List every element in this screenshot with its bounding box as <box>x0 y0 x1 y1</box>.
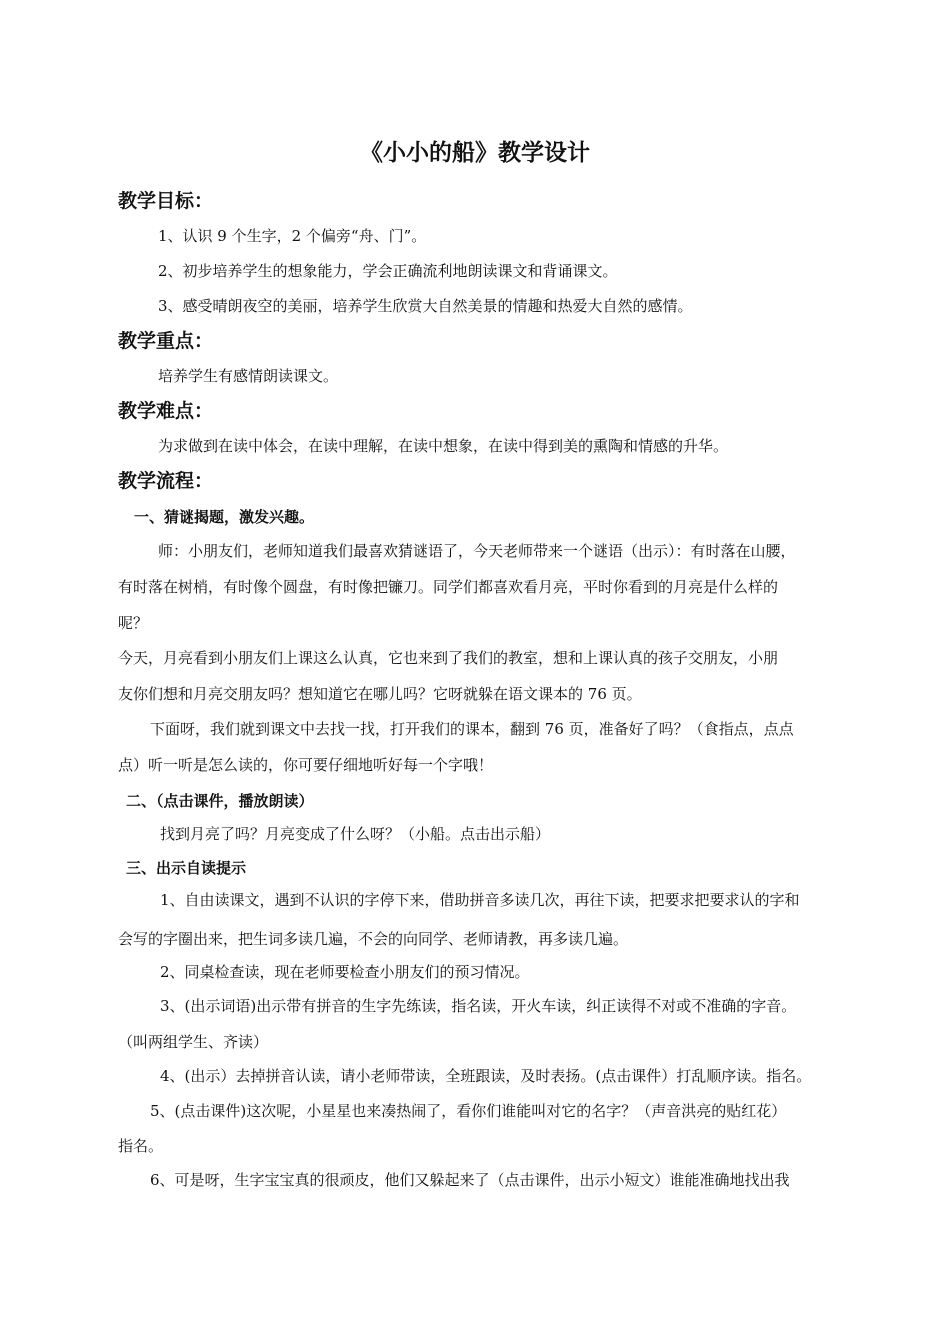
section1-line: 友你们想和月亮交朋友吗？想知道它在哪儿吗？它呀就躲在语文课本的 76 页。 <box>118 685 642 703</box>
section3-line: 6、可是呀，生字宝宝真的很顽皮，他们又躲起来了（点击课件，出示小短文）谁能准确地找出我 <box>150 1171 790 1189</box>
process-heading: 教学流程： <box>118 470 214 492</box>
section1-line: 有时落在树梢，有时像个圆盘，有时像把镰刀。同学们都喜欢看月亮，平时你看到的月亮是什么样的 <box>118 578 779 596</box>
objective-item: 3、感受晴朗夜空的美丽，培养学生欣赏大自然美景的情趣和热爱大自然的感情。 <box>158 297 693 315</box>
section3-line: 2、同桌检查读，现在老师要检查小朋友们的预习情况。 <box>160 963 530 981</box>
section2-line: 找到月亮了吗？月亮变成了什么呀？（小船。点击出示船） <box>160 825 551 843</box>
section1-line: 师：小朋友们，老师知道我们最喜欢猜谜语了，今天老师带来一个谜语（出示）：有时落在山腰， <box>158 542 796 560</box>
difficulties-text: 为求做到在读中体会，在读中理解，在读中想象，在读中得到美的熏陶和情感的升华。 <box>158 437 729 455</box>
section3-line: 5、(点击课件)这次呢，小星星也来凑热闹了，看你们谁能叫对它的名字？（声音洪亮的贴红花） <box>150 1102 787 1120</box>
section1-title: 一、猜谜揭题，激发兴趣。 <box>134 508 315 526</box>
section3-line: 3、(出示词语)出示带有拼音的生字先练读，指名读，开火车读，纠正读得不对或不准确的字音。 <box>160 997 797 1015</box>
objective-item: 1、认识 9 个生字，2 个偏旁“舟、门”。 <box>158 227 427 245</box>
document-title: 《小小的船》教学设计 <box>360 139 590 166</box>
key-points-heading: 教学重点： <box>118 330 214 352</box>
section3-line: 会写的字圈出来，把生词多读几遍，不会的向同学、老师请教，再多读几遍。 <box>118 930 629 948</box>
section1-line: 今天，月亮看到小朋友们上课这么认真，它也来到了我们的教室，想和上课认真的孩子交朋友，小朋 <box>118 649 779 667</box>
section2-title: 二、（点击课件，播放朗读） <box>126 792 314 810</box>
difficulties-heading: 教学难点： <box>118 400 214 422</box>
objective-item: 2、初步培养学生的想象能力，学会正确流利地朗读课文和背诵课文。 <box>158 262 618 280</box>
objectives-heading: 教学目标： <box>118 190 214 212</box>
section3-line: 指名。 <box>118 1137 164 1155</box>
section3-line: 1、自由读课文，遇到不认识的字停下来，借助拼音多读几次，再往下读，把要求把要求认的字和 <box>160 891 800 909</box>
section3-title: 三、出示自读提示 <box>126 859 247 877</box>
section3-line: （叫两组学生、齐读） <box>118 1033 269 1051</box>
section3-line: 4、(出示）去掉拼音认读，请小老师带读，全班跟读，及时表扬。(点击课件）打乱顺序读。指名。 <box>160 1067 812 1085</box>
key-points-text: 培养学生有感情朗读课文。 <box>158 367 339 385</box>
section1-line: 点）听一听是怎么读的，你可要仔细地听好每一个字哦！ <box>118 756 494 774</box>
section1-line: 下面呀，我们就到课文中去找一找，打开我们的课本，翻到 76 页，准备好了吗？（食指点，点点 <box>150 720 794 738</box>
section1-line: 呢？ <box>118 614 149 632</box>
